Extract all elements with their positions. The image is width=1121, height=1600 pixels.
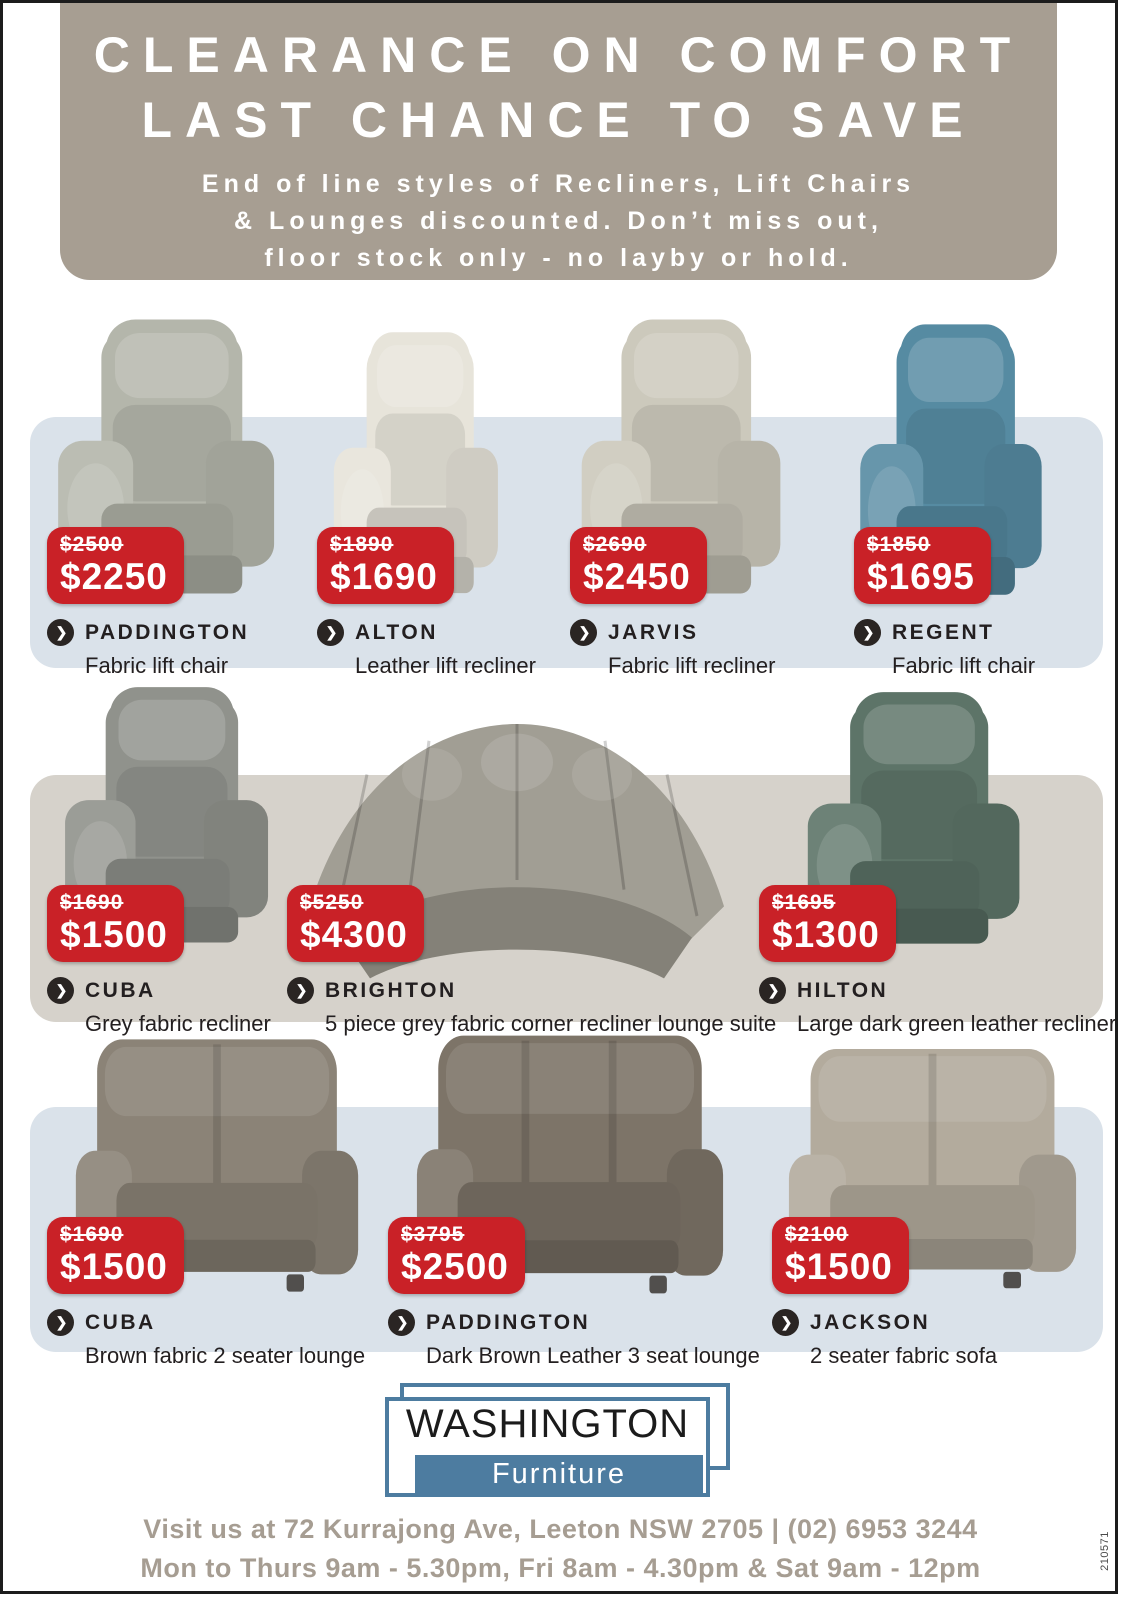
price-badge: [287, 885, 424, 962]
old-price: $1690: [60, 1223, 124, 1246]
product-description: 5 piece grey fabric corner recliner lounge suite: [325, 1011, 777, 1036]
price-badge: [388, 1217, 525, 1294]
product-card: [570, 527, 775, 679]
product-card: [317, 527, 536, 679]
old-price: $1850: [867, 533, 931, 556]
logo-wordmark: WASHINGTON: [405, 1402, 690, 1446]
sale-price: $2500: [401, 1246, 509, 1287]
product-name: HILTON: [797, 978, 889, 1002]
product-name: PADDINGTON: [85, 620, 250, 644]
chevron-right-icon: ❯: [47, 977, 74, 1004]
product-description: Brown fabric 2 seater lounge: [85, 1343, 366, 1368]
product-description: Large dark green leather recliner: [797, 1011, 1117, 1036]
product-card: [854, 527, 1035, 679]
subtitle-line2: & Lounges discounted. Don’t miss out,: [234, 207, 883, 235]
price-badge: [47, 885, 184, 962]
product-name: REGENT: [892, 620, 995, 644]
price-badge: [47, 1217, 184, 1294]
old-price: $2500: [60, 533, 124, 556]
header-banner: [60, 3, 1057, 280]
product-card: [47, 1217, 365, 1369]
subtitle-line3: floor stock only - no layby or hold.: [264, 244, 853, 272]
old-price: $1695: [772, 891, 836, 914]
chevron-right-icon: ❯: [759, 977, 786, 1004]
product-description: Dark Brown Leather 3 seat lounge: [426, 1343, 760, 1368]
sale-price: $1690: [330, 556, 438, 597]
print-reference-code: 210571: [1098, 1531, 1111, 1571]
old-price: $1890: [330, 533, 394, 556]
product-name: CUBA: [85, 978, 156, 1002]
product-description: Fabric lift chair: [892, 653, 1036, 678]
chevron-right-icon: ❯: [47, 619, 74, 646]
product-card: [759, 885, 1116, 1037]
product-description: Grey fabric recliner: [85, 1011, 271, 1036]
washington-furniture-logo: [385, 1383, 730, 1497]
chevron-right-icon: ❯: [854, 619, 881, 646]
price-badge: [772, 1217, 909, 1294]
sale-price: $2250: [60, 556, 168, 597]
sale-price: $1500: [60, 914, 168, 955]
product-description: Fabric lift recliner: [608, 653, 776, 678]
subtitle-line1: End of line styles of Recliners, Lift Chairs: [201, 170, 916, 198]
sale-price: $1695: [867, 556, 975, 597]
price-badge: [317, 527, 454, 604]
product-card: [388, 1217, 760, 1369]
old-price: $3795: [401, 1223, 465, 1246]
headline-line1: CLEARANCE ON COMFORT: [93, 27, 1024, 83]
product-description: 2 seater fabric sofa: [810, 1343, 998, 1368]
chevron-right-icon: ❯: [772, 1309, 799, 1336]
chevron-right-icon: ❯: [287, 977, 314, 1004]
logo-tagline-bar: Furniture: [415, 1455, 703, 1493]
old-price: $1690: [60, 891, 124, 914]
sale-price: $1500: [785, 1246, 893, 1287]
sale-price: $4300: [300, 914, 408, 955]
product-card: [772, 1217, 997, 1369]
old-price: $2100: [785, 1223, 849, 1246]
sale-price: $1300: [772, 914, 880, 955]
price-badge: [570, 527, 707, 604]
sale-price: $2450: [583, 556, 691, 597]
product-name: PADDINGTON: [426, 1310, 591, 1334]
product-description: Leather lift recliner: [355, 653, 536, 678]
product-name: ALTON: [355, 620, 438, 644]
chevron-right-icon: ❯: [570, 619, 597, 646]
product-card: [47, 527, 249, 679]
chevron-right-icon: ❯: [317, 619, 344, 646]
footer-opening-hours: Mon to Thurs 9am - 5.30pm, Fri 8am - 4.30pm & Sat 9am - 12pm: [140, 1553, 981, 1583]
price-badge: [47, 527, 184, 604]
price-badge: [759, 885, 896, 962]
product-card: [47, 885, 271, 1037]
chevron-right-icon: ❯: [388, 1309, 415, 1336]
footer-address-phone: Visit us at 72 Kurrajong Ave, Leeton NSW 2705 | (02) 6953 3244: [143, 1514, 978, 1544]
sale-price: $1500: [60, 1246, 168, 1287]
product-card: [287, 885, 776, 1037]
old-price: $2690: [583, 533, 647, 556]
product-name: JARVIS: [608, 620, 699, 644]
product-name: JACKSON: [810, 1310, 931, 1334]
price-badge: [854, 527, 991, 604]
product-description: Fabric lift chair: [85, 653, 229, 678]
old-price: $5250: [300, 891, 364, 914]
chevron-right-icon: ❯: [47, 1309, 74, 1336]
product-name: BRIGHTON: [325, 978, 457, 1002]
headline-line2: LAST CHANCE TO SAVE: [141, 92, 976, 148]
product-name: CUBA: [85, 1310, 156, 1334]
